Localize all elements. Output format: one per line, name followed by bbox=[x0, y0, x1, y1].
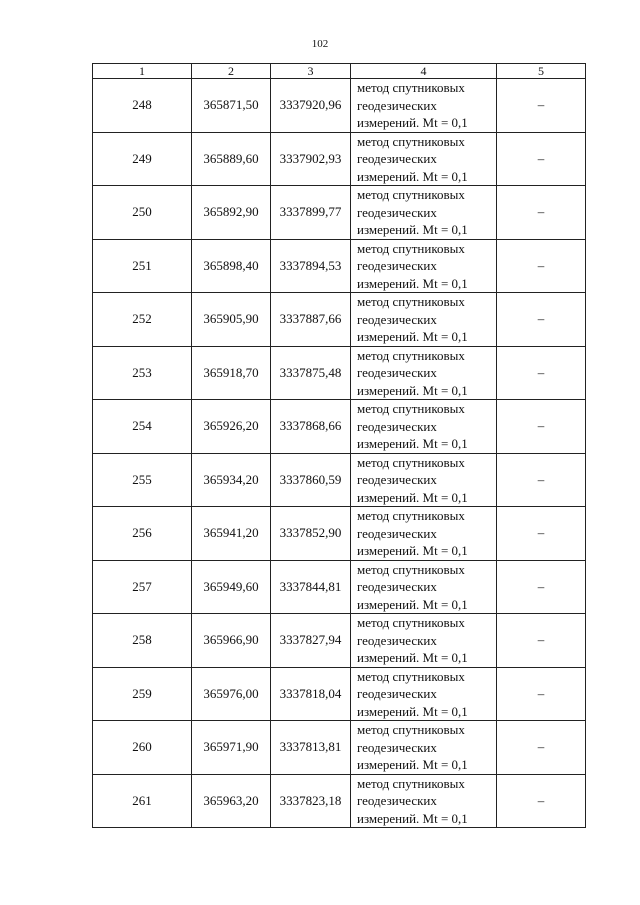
method-cell bbox=[351, 453, 497, 507]
method-line: измерений. Mt = 0,1 bbox=[357, 168, 468, 184]
note-cell: – bbox=[497, 453, 586, 507]
header-row bbox=[93, 64, 586, 79]
table-row bbox=[93, 614, 586, 668]
x-coordinate-cell: 365889,60 bbox=[192, 132, 271, 186]
column-header-4: 4 bbox=[351, 64, 497, 79]
method-line: метод спутниковых bbox=[357, 187, 465, 202]
method-line: измерений. Mt = 0,1 bbox=[357, 222, 468, 237]
x-coordinate-cell: 365966,90 bbox=[192, 614, 271, 668]
method-line: метод спутниковых bbox=[357, 561, 465, 577]
column-header-1: 1 bbox=[93, 64, 192, 79]
table-row bbox=[93, 79, 586, 133]
table-row bbox=[93, 186, 586, 240]
y-coordinate-cell: 3337894,53 bbox=[271, 239, 351, 293]
method-line: геодезических bbox=[357, 525, 437, 541]
y-coordinate-cell: 3337902,93 bbox=[271, 132, 351, 186]
x-coordinate-cell: 365949,60 bbox=[192, 560, 271, 614]
method-line: метод спутниковых bbox=[357, 454, 465, 470]
method-cell bbox=[351, 186, 497, 240]
method-cell bbox=[351, 507, 497, 561]
method-cell bbox=[351, 667, 497, 721]
x-coordinate-cell: 365941,20 bbox=[192, 507, 271, 561]
method-line: геодезических bbox=[357, 793, 437, 808]
x-coordinate-cell: 365934,20 bbox=[192, 453, 271, 507]
point-number-cell: 260 bbox=[93, 721, 192, 775]
x-coordinate-cell: 365963,20 bbox=[192, 774, 271, 828]
y-coordinate-cell: 3337920,96 bbox=[271, 79, 351, 133]
method-cell bbox=[351, 774, 497, 828]
x-coordinate-cell: 365926,20 bbox=[192, 400, 271, 454]
table-row bbox=[93, 293, 586, 347]
y-coordinate-cell: 3337823,18 bbox=[271, 774, 351, 828]
y-coordinate-cell: 3337887,66 bbox=[271, 293, 351, 347]
y-coordinate-cell: 3337818,04 bbox=[271, 667, 351, 721]
table-row bbox=[93, 774, 586, 828]
point-number-cell: 250 bbox=[93, 186, 192, 240]
method-line: геодезических bbox=[357, 686, 437, 701]
method-cell bbox=[351, 614, 497, 668]
table-row bbox=[93, 239, 586, 293]
note-cell: – bbox=[497, 79, 586, 133]
y-coordinate-cell: 3337827,94 bbox=[271, 614, 351, 668]
method-line: измерений. Mt = 0,1 bbox=[357, 489, 468, 505]
method-line: метод спутниковых bbox=[357, 347, 465, 363]
y-coordinate-cell: 3337860,59 bbox=[271, 453, 351, 507]
note-cell: – bbox=[497, 132, 586, 186]
note-cell: – bbox=[497, 667, 586, 721]
note-cell: – bbox=[497, 293, 586, 347]
method-line: измерений. Mt = 0,1 bbox=[357, 757, 468, 772]
method-line: геодезических bbox=[357, 151, 437, 166]
point-number-cell: 248 bbox=[93, 79, 192, 133]
x-coordinate-cell: 365898,40 bbox=[192, 239, 271, 293]
x-coordinate-cell: 365976,00 bbox=[192, 667, 271, 721]
x-coordinate-cell: 365871,50 bbox=[192, 79, 271, 133]
method-line: метод спутниковых bbox=[357, 240, 465, 256]
table-row bbox=[93, 453, 586, 507]
column-header-2: 2 bbox=[192, 64, 271, 79]
x-coordinate-cell: 365905,90 bbox=[192, 293, 271, 347]
method-line: метод спутниковых bbox=[357, 775, 465, 791]
method-cell bbox=[351, 346, 497, 400]
x-coordinate-cell: 365971,90 bbox=[192, 721, 271, 775]
method-line: метод спутниковых bbox=[357, 401, 465, 416]
column-header-5: 5 bbox=[497, 64, 586, 79]
method-line: измерений. Mt = 0,1 bbox=[357, 596, 468, 612]
note-cell: – bbox=[497, 239, 586, 293]
method-line: геодезических bbox=[357, 311, 437, 327]
method-line: метод спутниковых bbox=[357, 508, 465, 523]
point-number-cell: 261 bbox=[93, 774, 192, 828]
y-coordinate-cell: 3337852,90 bbox=[271, 507, 351, 561]
note-cell: – bbox=[497, 614, 586, 668]
method-line: измерений. Mt = 0,1 bbox=[357, 650, 468, 665]
note-cell: – bbox=[497, 346, 586, 400]
note-cell: – bbox=[497, 721, 586, 775]
table-row bbox=[93, 400, 586, 454]
point-number-cell: 251 bbox=[93, 239, 192, 293]
point-number-cell: 255 bbox=[93, 453, 192, 507]
method-cell bbox=[351, 293, 497, 347]
table-row bbox=[93, 667, 586, 721]
point-number-cell: 253 bbox=[93, 346, 192, 400]
method-line: геодезических bbox=[357, 632, 437, 648]
method-line: метод спутниковых bbox=[357, 615, 465, 630]
method-line: измерений. Mt = 0,1 bbox=[357, 703, 468, 719]
note-cell: – bbox=[497, 507, 586, 561]
method-line: геодезических bbox=[357, 258, 437, 273]
point-number-cell: 249 bbox=[93, 132, 192, 186]
method-line: геодезических bbox=[357, 204, 437, 220]
point-number-cell: 259 bbox=[93, 667, 192, 721]
y-coordinate-cell: 3337899,77 bbox=[271, 186, 351, 240]
table-header bbox=[93, 64, 586, 79]
method-line: метод спутниковых bbox=[357, 668, 465, 684]
method-line: измерений. Mt = 0,1 bbox=[357, 329, 468, 344]
method-cell bbox=[351, 79, 497, 133]
table-row bbox=[93, 507, 586, 561]
method-line: измерений. Mt = 0,1 bbox=[357, 115, 468, 130]
note-cell: – bbox=[497, 774, 586, 828]
table-row bbox=[93, 721, 586, 775]
y-coordinate-cell: 3337813,81 bbox=[271, 721, 351, 775]
method-line: метод спутниковых bbox=[357, 133, 465, 149]
point-number-cell: 257 bbox=[93, 560, 192, 614]
page-number: 102 bbox=[311, 38, 329, 50]
method-line: измерений. Mt = 0,1 bbox=[357, 382, 468, 398]
method-cell bbox=[351, 400, 497, 454]
table-row bbox=[93, 560, 586, 614]
table-row bbox=[93, 132, 586, 186]
table-row bbox=[93, 346, 586, 400]
method-line: метод спутниковых bbox=[357, 722, 465, 737]
method-line: измерений. Mt = 0,1 bbox=[357, 275, 468, 291]
method-cell bbox=[351, 560, 497, 614]
note-cell: – bbox=[497, 400, 586, 454]
y-coordinate-cell: 3337868,66 bbox=[271, 400, 351, 454]
column-header-3: 3 bbox=[271, 64, 351, 79]
x-coordinate-cell: 365918,70 bbox=[192, 346, 271, 400]
x-coordinate-cell: 365892,90 bbox=[192, 186, 271, 240]
coordinates-table bbox=[92, 63, 586, 828]
method-line: геодезических bbox=[357, 97, 437, 113]
y-coordinate-cell: 3337844,81 bbox=[271, 560, 351, 614]
point-number-cell: 252 bbox=[93, 293, 192, 347]
method-line: метод спутниковых bbox=[357, 80, 465, 95]
method-cell bbox=[351, 239, 497, 293]
table-body bbox=[93, 79, 586, 828]
method-line: измерений. Mt = 0,1 bbox=[357, 810, 468, 826]
method-line: измерений. Mt = 0,1 bbox=[357, 436, 468, 451]
note-cell: – bbox=[497, 560, 586, 614]
method-line: геодезических bbox=[357, 365, 437, 380]
method-line: геодезических bbox=[357, 579, 437, 594]
method-cell bbox=[351, 132, 497, 186]
method-line: геодезических bbox=[357, 739, 437, 755]
method-line: измерений. Mt = 0,1 bbox=[357, 543, 468, 558]
method-line: геодезических bbox=[357, 418, 437, 434]
method-line: геодезических bbox=[357, 472, 437, 487]
note-cell: – bbox=[497, 186, 586, 240]
point-number-cell: 256 bbox=[93, 507, 192, 561]
y-coordinate-cell: 3337875,48 bbox=[271, 346, 351, 400]
method-line: метод спутниковых bbox=[357, 294, 465, 309]
point-number-cell: 258 bbox=[93, 614, 192, 668]
point-number-cell: 254 bbox=[93, 400, 192, 454]
method-cell bbox=[351, 721, 497, 775]
